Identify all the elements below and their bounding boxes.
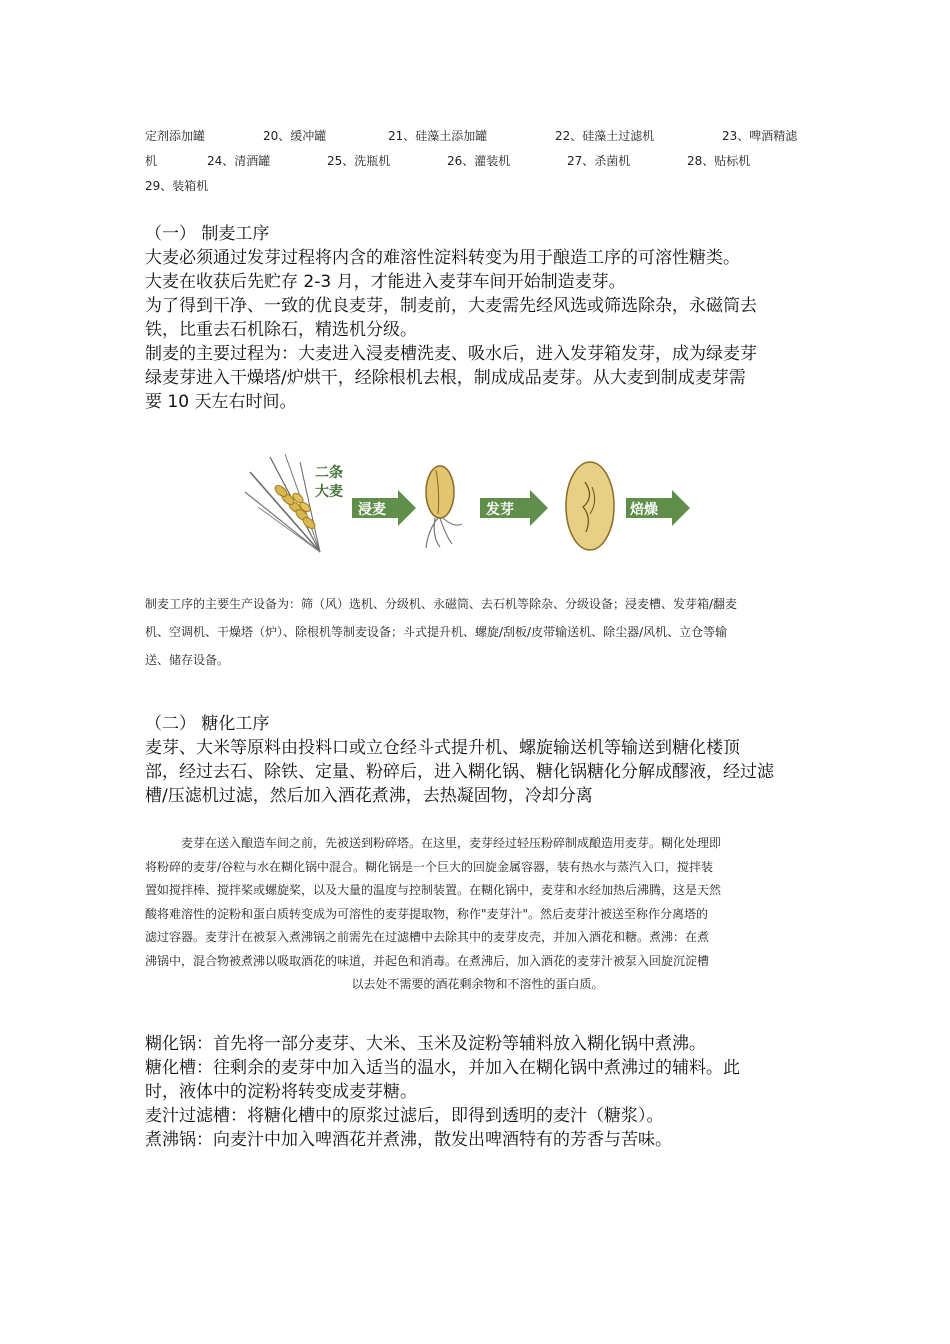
equipment-item: 机	[145, 154, 158, 168]
body-line: 大麦必须通过发芽过程将内含的难溶性淀料转变为用于酿造工序的可溶性糖类。	[145, 248, 740, 268]
germinating-grain-icon	[426, 466, 462, 548]
definition-line: 糖化槽：往剩余的麦芽中加入适当的温水，并加入在糊化锅中煮沸过的辅料。此	[145, 1058, 740, 1078]
malt-grain-icon	[566, 462, 614, 550]
section1-heading: （一） 制麦工序	[145, 224, 270, 244]
paragraph-line: 麦芽在送入酿造车间之前，先被送到粉碎塔。在这里，麦芽经过轻压粉碎制成酿造用麦芽。糊化处理即	[181, 836, 722, 850]
section2-detail-paragraph	[145, 832, 810, 997]
section2-heading: （二） 糖化工序	[145, 714, 270, 734]
definition-line: 时，液体中的淀粉将转变成麦芽糖。	[145, 1082, 417, 1102]
barley-label-1: 二条	[315, 465, 343, 481]
body-line: 大麦在收获后先贮存 2-3 月，才能进入麦芽车间开始制造麦芽。	[145, 272, 626, 292]
body-line: 为了得到干净、一致的优良麦芽，制麦前，大麦需先经风选或筛选除杂，永磁筒去	[145, 296, 757, 316]
section1-body	[145, 246, 810, 414]
equipment-item: 27、杀菌机	[567, 154, 631, 168]
step-steeping-label: 浸麦	[358, 502, 386, 518]
paragraph-line: 以去处不需要的酒花剩余物和不溶性的蛋白质。	[351, 977, 604, 991]
paragraph-line: 酸将难溶性的淀粉和蛋白质转变成为可溶性的麦芽提取物，称作"麦芽汁"。然后麦芽汁被送至称作分离塔的	[145, 906, 709, 921]
equipment-item: 21、硅藻土添加罐	[388, 129, 488, 143]
barley-label-2: 大麦	[315, 484, 343, 500]
body-line: 制麦的主要过程为：大麦进入浸麦槽洗麦、吸水后，进入发芽箱发芽，成为绿麦芽	[145, 344, 757, 364]
equipment-item: 24、清酒罐	[207, 154, 271, 168]
equipment-item: 定剂添加罐	[145, 129, 206, 143]
barley-icon	[245, 454, 320, 552]
body-line: 部，经过去石、除铁、定量、粉碎后，进入糊化锅、糖化锅糖化分解成醪液，经过滤	[145, 762, 774, 782]
equipment-item: 25、洗瓶机	[327, 154, 391, 168]
equipment-item: 29、装箱机	[145, 179, 209, 193]
definition-line: 煮沸锅：向麦汁中加入啤酒花并煮沸，散发出啤酒特有的芳香与苦味。	[145, 1130, 672, 1150]
section1-equipment-paragraph	[145, 590, 810, 674]
paragraph-line: 沸锅中，混合物被煮沸以吸取酒花的味道，并起色和消毒。在煮沸后，加入酒花的麦芽汁被泵入回旋沉淀槽	[145, 953, 710, 968]
equipment-item: 23、啤酒精滤	[722, 129, 798, 143]
body-line: 铁，比重去石机除石，精选机分级。	[145, 320, 417, 340]
equipment-item: 22、硅藻土过滤机	[555, 129, 655, 143]
section2-equipment-definitions	[145, 1032, 810, 1152]
equipment-list	[145, 124, 810, 199]
step-germination-label: 发芽	[486, 502, 514, 518]
equipment-item: 26、灌装机	[447, 154, 511, 168]
arrow-kilning	[626, 490, 690, 526]
equipment-item: 28、贴标机	[687, 154, 751, 168]
paragraph-line: 送、储存设备。	[145, 653, 230, 667]
equipment-row-2	[145, 149, 810, 174]
arrow-steeping	[352, 490, 416, 526]
step-kilning-label: 焙燥	[630, 502, 658, 518]
paragraph-line: 滤过容器。麦芽汁在被泵入煮沸锅之前需先在过滤槽中去除其中的麦芽皮壳，并加入酒花和糖。煮沸：在煮	[145, 930, 710, 944]
paragraph-line: 将粉碎的麦芽/谷粒与水在糊化锅中混合。糊化锅是一个巨大的回旋金属容器，装有热水与蒸汽入口，搅拌装	[145, 859, 714, 874]
body-line: 麦芽、大米等原料由投料口或立仓经斗式提升机、螺旋输送机等输送到糖化楼顶	[145, 738, 740, 758]
body-line: 绿麦芽进入干燥塔/炉烘干，经除根机去根，制成成品麦芽。从大麦到制成麦芽需	[145, 368, 746, 388]
paragraph-line: 制麦工序的主要生产设备为：筛（风）选机、分级机、永磁筒、去石机等除杂、分级设备；浸麦槽、发芽箱/翻麦	[145, 597, 738, 611]
equipment-row-1	[145, 124, 810, 149]
arrow-germination	[480, 490, 548, 526]
body-line: 要 10 天左右时间。	[145, 392, 297, 412]
malting-diagram	[240, 452, 700, 562]
section2-body	[145, 736, 810, 808]
paragraph-line: 机、空调机、干燥塔（炉）、除根机等制麦设备；斗式提升机、螺旋/刮板/皮带输送机、除尘器/风机、立仓等输	[145, 625, 728, 639]
equipment-item: 20、缓冲罐	[263, 129, 327, 143]
definition-line: 麦汁过滤槽：将糖化槽中的原浆过滤后，即得到透明的麦汁（糖浆）。	[145, 1106, 664, 1126]
definition-line: 糊化锅：首先将一部分麦芽、大米、玉米及淀粉等辅料放入糊化锅中煮沸。	[145, 1034, 706, 1054]
paragraph-line: 置如搅拌棒、搅拌桨或螺旋桨，以及大量的温度与控制装置。在糊化锅中，麦芽和水经加热后沸腾，这是天然	[145, 883, 722, 897]
equipment-row-3	[145, 174, 810, 199]
body-line: 槽/压滤机过滤，然后加入酒花煮沸，去热凝固物，冷却分离	[145, 786, 593, 806]
